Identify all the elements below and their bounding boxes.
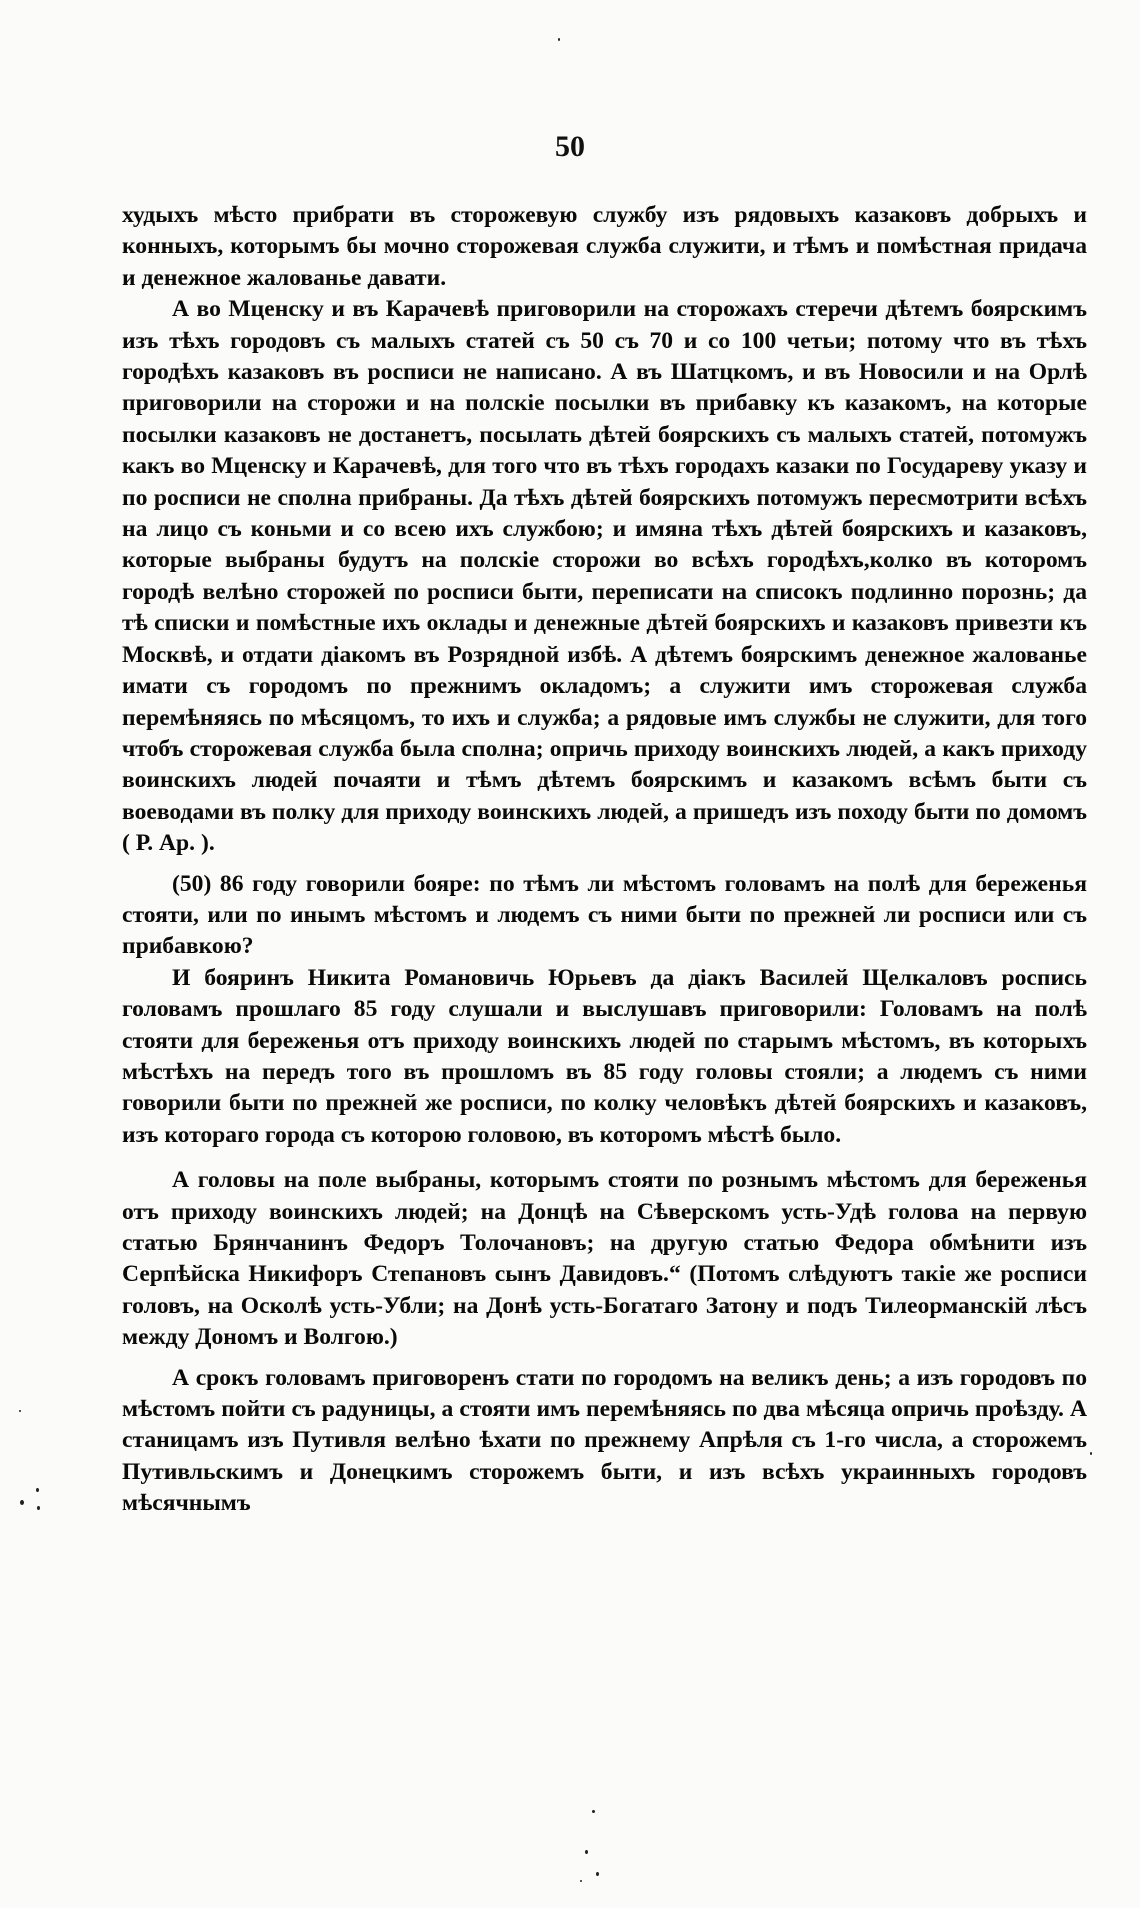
body-text (122, 200, 1087, 1520)
scan-speck (37, 1506, 40, 1510)
scan-speck (19, 1410, 21, 1412)
scan-speck (558, 38, 560, 41)
scan-speck (580, 1880, 582, 1882)
paragraph: И бояринъ Никита Романовичь Юрьевъ да діакъ Василей Щелкаловъ роспись головамъ прошлаго 85 году слушали и выслушавъ приговорили: Головамъ на полѣ стояти для береженья отъ приходу воинскихъ людей по старымъ мѣстомъ, въ которыхъ мѣстѣхъ на передъ того въ прошломъ въ 85 году головы стояли; а людемъ съ ними говорили быти по прежней же росписи, по колку человѣкъ дѣтей боярскихъ и казаковъ, изъ котораго города съ которою головою, въ которомъ мѣстѣ было. (122, 964, 1087, 1148)
scan-speck (592, 1810, 595, 1813)
scan-speck (1090, 1452, 1092, 1455)
scan-speck (20, 1500, 24, 1505)
scan-speck (596, 1872, 599, 1876)
paragraph: А во Мценску и въ Карачевѣ приговорили на сторожахъ стеречи дѣтемъ боярскимъ изъ тѣхъ городовъ съ малыхъ статей съ 50 съ 70 и со 100 четьи; потому что въ тѣхъ городѣхъ казаковъ въ росписи не написано. А въ Шатцкомъ, и въ Новосили и на Орлѣ приговорили на сторожи и на полскіе посылки въ прибавку къ казакомъ, на которые посылки казаковъ не достанетъ, посылать дѣтей боярскихъ съ малыхъ статей, потомужъ какъ во Мценску и Карачевѣ, для того что въ тѣхъ городахъ казаки по Государеву указу и по росписи не сполна прибраны. Да тѣхъ дѣтей боярскихъ потомужъ пересмотрити всѣхъ на лицо съ коньми и со всею ихъ службою; и имяна тѣхъ дѣтей боярскихъ и казаковъ, которые выбраны будутъ на полскіе сторожи во всѣхъ городѣхъ,колко въ которомъ городѣ велѣно сторожей по росписи быти, переписати на списокъ подлинно порознь; да тѣ списки и помѣстные ихъ оклады и денежные дѣтей боярскихъ и казаковъ привезти къ Москвѣ, и отдати діакомъ въ Розрядной избѣ. А дѣтемъ боярскимъ денежное жалованье имати съ городомъ по прежнимъ окладомъ; а служити имъ сторожевая служба перемѣняясь по мѣсяцомъ, то ихъ и служба; а рядовые имъ службы не служити, для того чтобъ сторожевая служба была сполна; опричь приходу воинскихъ людей, а какъ приходу воинскихъ людей почаяти и тѣмъ дѣтемъ боярскимъ и казакомъ всѣмъ быти съ воеводами въ полку для приходу воинскихъ людей, а пришедъ изъ походу быти по домомъ ( Р. Ар. ). (122, 296, 1087, 857)
paragraph: (50) 86 году говорили бояре: по тѣмъ ли мѣстомъ головамъ на полѣ для береженья стояти, или по инымъ мѣстомъ и людемъ съ ними быти по прежней ли росписи или съ прибавкою? (122, 870, 1087, 960)
paragraph: А срокъ головамъ приговоренъ стати по городомъ на великъ день; а изъ городовъ по мѣстомъ пойти съ радуницы, а стояти имъ перемѣняясь по два мѣсяца опричь проѣзду. А станицамъ изъ Путивля велѣно ѣхати по прежнему Апрѣля съ 1-го числа, а сторожемъ Путивльскимъ и Донецкимъ сторожемъ быти, и изъ всѣхъ украинныхъ городовъ мѣсячнымъ (122, 1364, 1087, 1517)
page-number: 50 (555, 130, 585, 163)
scan-speck (36, 1488, 39, 1492)
paragraph: А головы на поле выбраны, которымъ стояти по рознымъ мѣстомъ для береженья отъ приходу воинскихъ людей; на Донцѣ на Сѣверскомъ усть-Удѣ голова на первую статью Брянчанинъ Федоръ Толочановъ; на другую статью Федора обмѣнити изъ Серпѣйска Никифоръ Степановъ сынъ Давидовъ.“ (Потомъ слѣдуютъ такіе же росписи головъ, на Осколѣ усть-Убли; на Донѣ усть-Богатаго Затону и подъ Тилеорманскій лѣсъ между Дономъ и Волгою.) (122, 1167, 1087, 1351)
paragraph: худыхъ мѣсто прибрати въ сторожевую службу изъ рядовыхъ казаковъ добрыхъ и конныхъ, которымъ бы мочно сторожевая служба служити, и тѣмъ и помѣстная придача и денежное жалованье давати. (122, 202, 1087, 291)
scan-speck (585, 1850, 588, 1854)
